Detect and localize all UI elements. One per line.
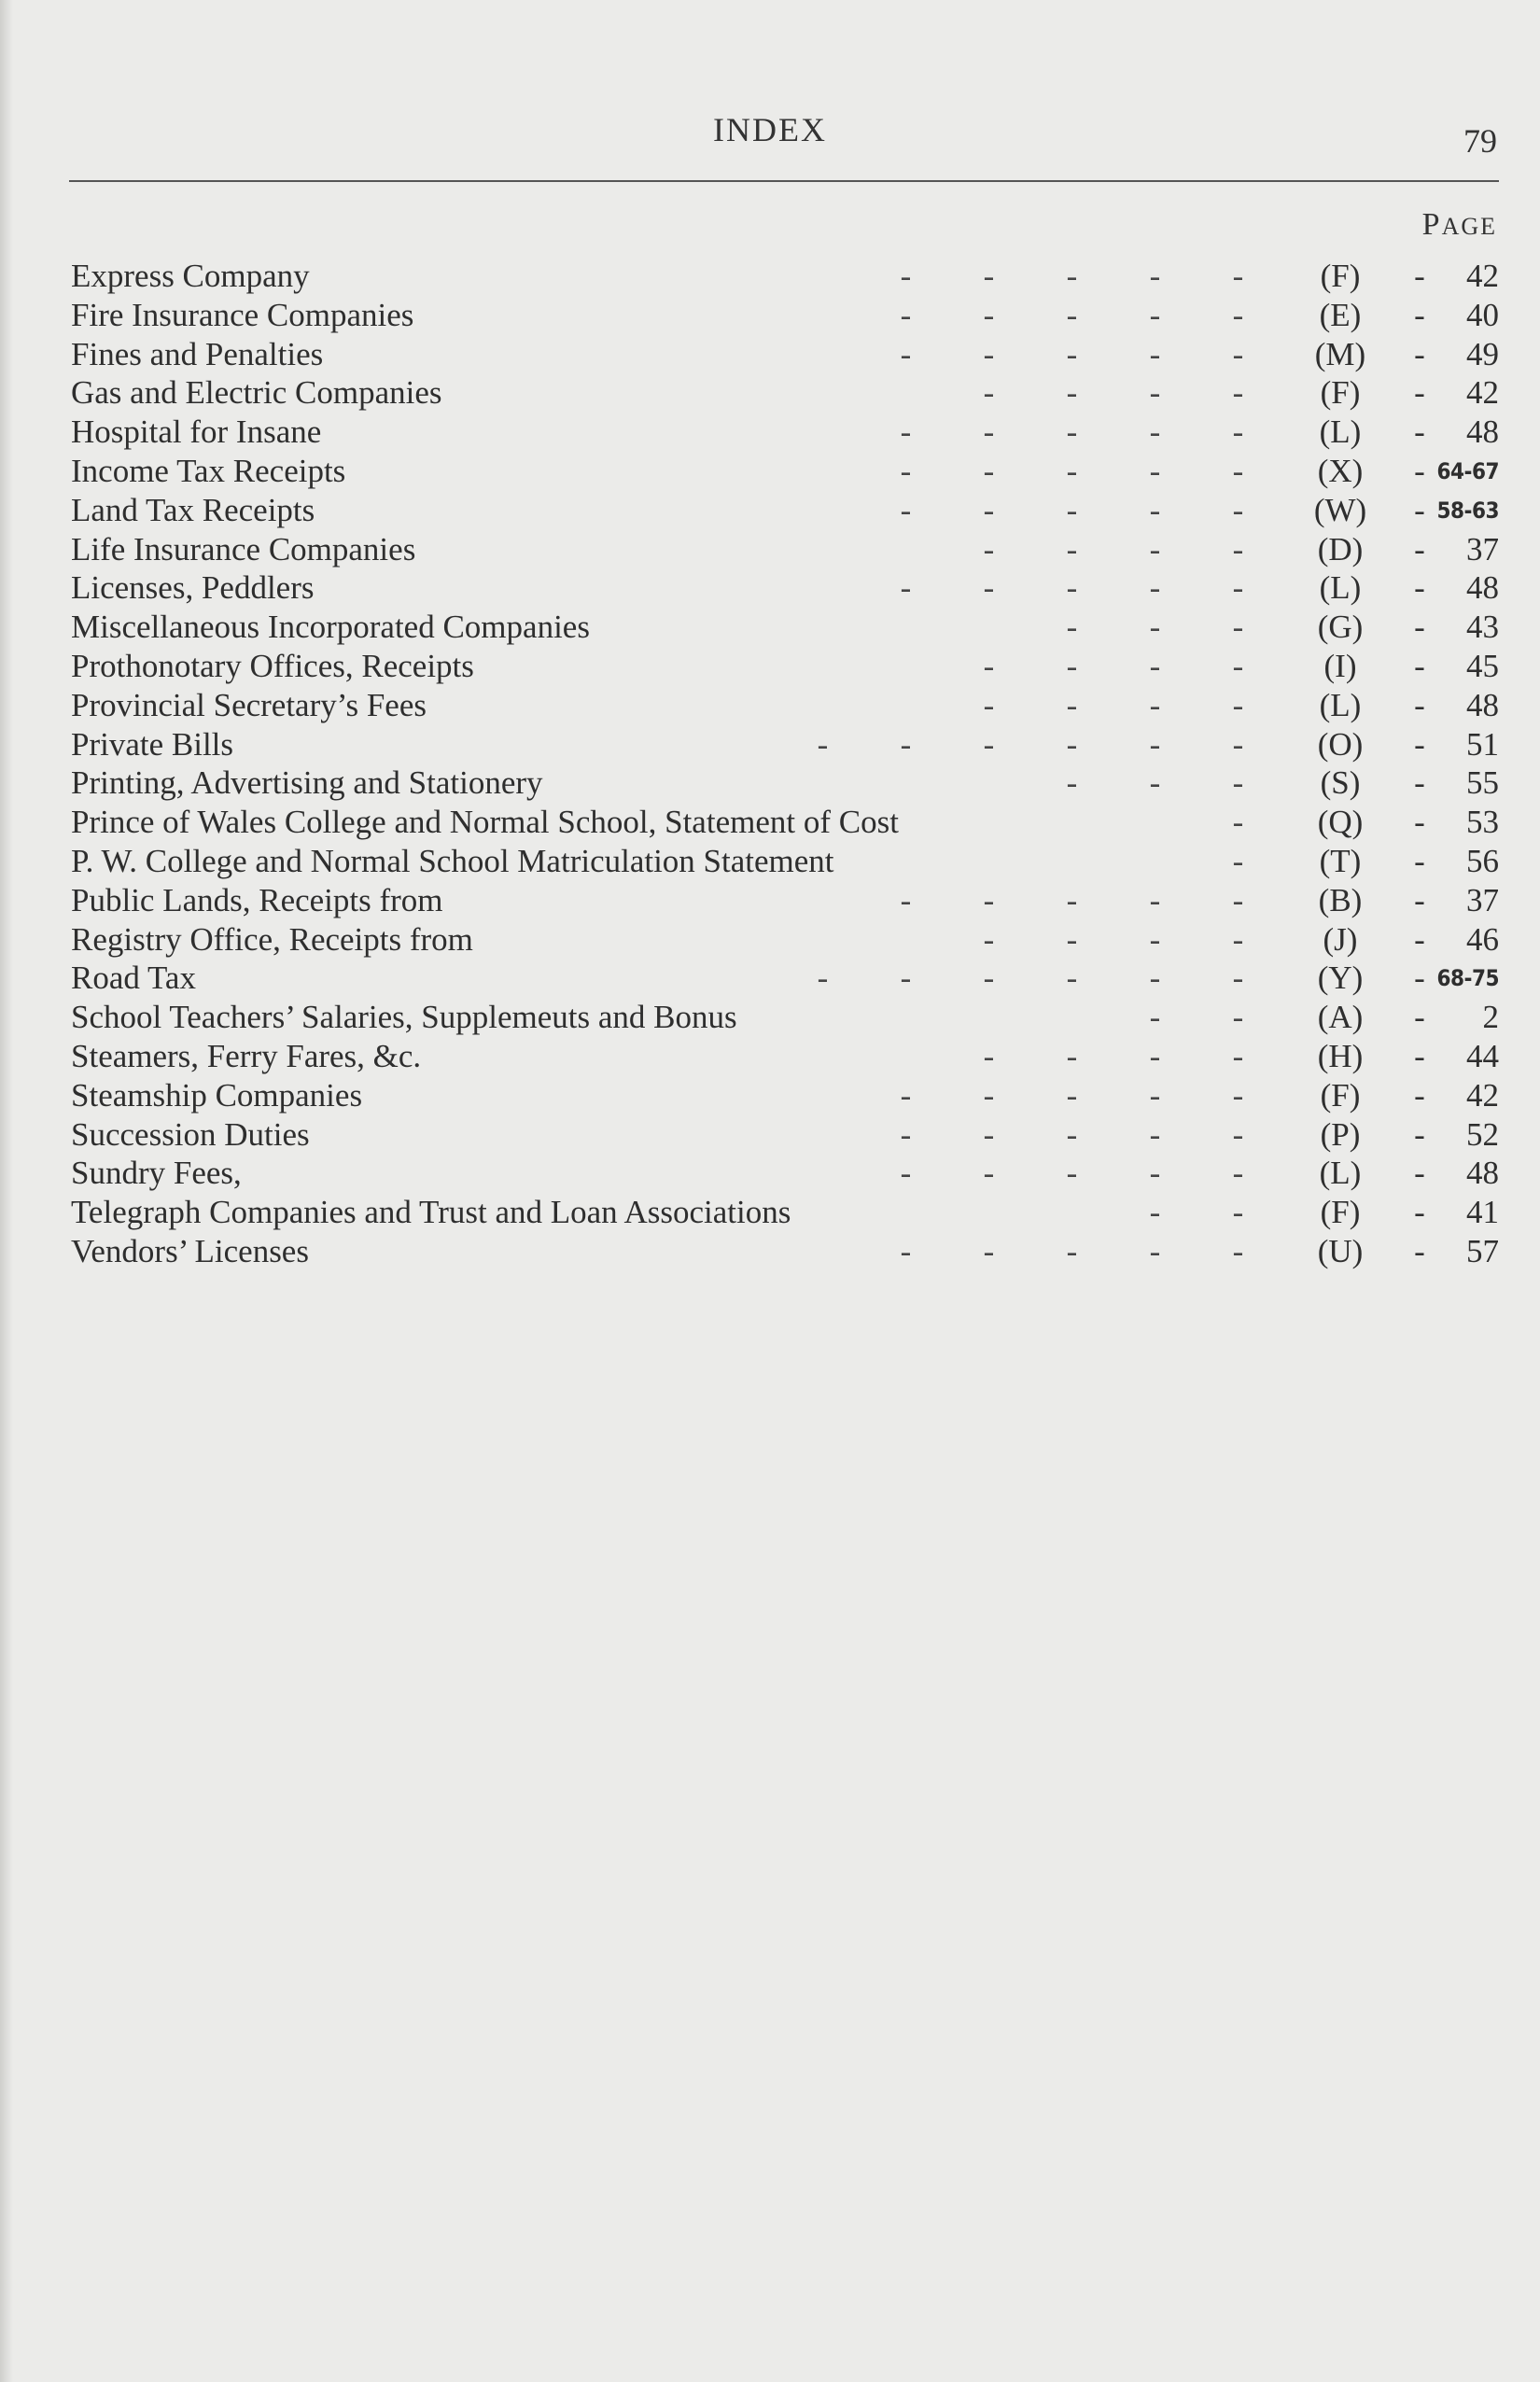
entry-leader-dashes: - - - - bbox=[983, 920, 1244, 958]
index-entry bbox=[71, 335, 1499, 374]
entry-leader-dashes: - - - - - bbox=[900, 1155, 1244, 1192]
entry-leader-dashes: - bbox=[1232, 842, 1244, 879]
entry-separator-dash: - bbox=[1414, 491, 1425, 528]
entry-label: Private Bills bbox=[71, 725, 234, 763]
entry-label: Public Lands, Receipts from bbox=[71, 881, 443, 918]
index-entry bbox=[71, 491, 1499, 530]
index-entry bbox=[71, 803, 1499, 842]
entry-separator-dash: - bbox=[1414, 569, 1425, 607]
entry-leader-dashes: - - - - - bbox=[900, 452, 1244, 489]
page-edge-shadow bbox=[0, 0, 13, 2382]
entry-leader-dashes: - - - - - bbox=[900, 1115, 1244, 1153]
entry-separator-dash: - bbox=[1414, 647, 1425, 684]
entry-label: Telegraph Companies and Trust and Loan Associations bbox=[71, 1194, 791, 1231]
entry-label: Licenses, Peddlers bbox=[71, 569, 315, 607]
entry-page-number: 64-67 bbox=[1436, 457, 1499, 484]
index-entry bbox=[71, 686, 1499, 725]
entry-page-number: 58-63 bbox=[1436, 497, 1499, 524]
entry-page-number: 43 bbox=[1466, 609, 1499, 646]
entry-reference-letter: (E) bbox=[1319, 296, 1362, 333]
entry-leader-dashes: - - bbox=[1149, 1194, 1244, 1231]
entry-leader-dashes: - - - - - bbox=[900, 491, 1244, 528]
entry-label: Steamers, Ferry Fares, &c. bbox=[71, 1037, 422, 1074]
entry-page-number: 51 bbox=[1466, 725, 1499, 763]
entry-leader-dashes: - - - - bbox=[983, 647, 1244, 684]
entry-separator-dash: - bbox=[1414, 1155, 1425, 1192]
index-entry bbox=[71, 1037, 1499, 1076]
entry-reference-letter: (A) bbox=[1317, 999, 1364, 1036]
entry-page-number: 45 bbox=[1466, 647, 1499, 684]
index-entry bbox=[71, 568, 1499, 608]
entry-label: Fines and Penalties bbox=[71, 335, 324, 372]
entry-page-number: 68-75 bbox=[1436, 965, 1499, 992]
entry-separator-dash: - bbox=[1414, 686, 1425, 723]
entry-separator-dash: - bbox=[1414, 725, 1425, 763]
entry-leader-dashes: - - - - - - bbox=[817, 960, 1244, 997]
entry-reference-letter: (W) bbox=[1313, 491, 1367, 528]
entry-label: School Teachers’ Salaries, Supplemeuts and Bonus bbox=[71, 999, 737, 1036]
entry-reference-letter: (I) bbox=[1323, 647, 1357, 684]
entry-separator-dash: - bbox=[1414, 530, 1425, 567]
entry-reference-letter: (O) bbox=[1317, 725, 1364, 763]
entry-reference-letter: (L) bbox=[1319, 569, 1362, 607]
entry-leader-dashes: - - bbox=[1149, 999, 1244, 1036]
page-title: INDEX bbox=[713, 111, 827, 148]
entry-label: Hospital for Insane bbox=[71, 413, 322, 451]
entry-label: Land Tax Receipts bbox=[71, 491, 315, 528]
entry-reference-letter: (G) bbox=[1317, 609, 1364, 646]
entry-reference-letter: (M) bbox=[1314, 335, 1366, 372]
entry-label: Vendors’ Licenses bbox=[71, 1232, 309, 1269]
index-entry bbox=[71, 1154, 1499, 1193]
entry-page-number: 42 bbox=[1466, 258, 1499, 294]
entry-reference-letter: (F) bbox=[1320, 374, 1361, 412]
index-entry bbox=[71, 1076, 1499, 1115]
entry-leader-dashes: - - - - - bbox=[900, 569, 1244, 607]
entry-reference-letter: (D) bbox=[1317, 530, 1364, 567]
entry-separator-dash: - bbox=[1414, 1076, 1425, 1114]
index-entries bbox=[71, 257, 1499, 1271]
entry-separator-dash: - bbox=[1414, 452, 1425, 489]
entry-label: Prince of Wales College and Normal School, Statement of Cost bbox=[71, 804, 899, 841]
header-rule bbox=[69, 180, 1499, 182]
entry-reference-letter: (F) bbox=[1320, 258, 1361, 294]
entry-label: Provincial Secretary’s Fees bbox=[71, 686, 427, 723]
index-entry bbox=[71, 1193, 1499, 1232]
entry-page-number: 48 bbox=[1466, 686, 1499, 723]
entry-reference-letter: (F) bbox=[1320, 1076, 1361, 1114]
entry-label: Sundry Fees, bbox=[71, 1155, 242, 1192]
entry-page-number: 44 bbox=[1466, 1037, 1499, 1074]
entry-reference-letter: (Y) bbox=[1317, 960, 1364, 997]
entry-leader-dashes: - bbox=[1232, 804, 1244, 841]
entry-separator-dash: - bbox=[1414, 296, 1425, 333]
entry-page-number: 48 bbox=[1466, 413, 1499, 451]
entry-page-number: 46 bbox=[1466, 920, 1499, 958]
index-entry bbox=[71, 530, 1499, 569]
index-entry bbox=[71, 296, 1499, 335]
entry-separator-dash: - bbox=[1414, 881, 1425, 918]
entry-page-number: 53 bbox=[1466, 804, 1499, 841]
entry-label: Prothonotary Offices, Receipts bbox=[71, 647, 474, 684]
entry-page-number: 48 bbox=[1466, 1155, 1499, 1192]
entry-reference-letter: (L) bbox=[1319, 686, 1362, 723]
entry-leader-dashes: - - - - - bbox=[900, 1232, 1244, 1269]
entry-label: Registry Office, Receipts from bbox=[71, 920, 473, 958]
entry-label: Miscellaneous Incorporated Companies bbox=[71, 609, 590, 646]
entry-separator-dash: - bbox=[1414, 374, 1425, 412]
entry-page-number: 52 bbox=[1466, 1115, 1499, 1153]
entry-page-number: 42 bbox=[1466, 1076, 1499, 1114]
entry-separator-dash: - bbox=[1414, 960, 1425, 997]
entry-separator-dash: - bbox=[1414, 999, 1425, 1036]
entry-reference-letter: (T) bbox=[1319, 842, 1362, 879]
entry-label: Road Tax bbox=[71, 960, 196, 997]
index-entry bbox=[71, 764, 1499, 803]
entry-reference-letter: (X) bbox=[1317, 452, 1364, 489]
index-entry bbox=[71, 413, 1499, 452]
entry-leader-dashes: - - - - - bbox=[900, 258, 1244, 294]
entry-leader-dashes: - - - - bbox=[983, 530, 1244, 567]
entry-label: Steamship Companies bbox=[71, 1076, 363, 1114]
index-entry bbox=[71, 881, 1499, 920]
entry-reference-letter: (L) bbox=[1319, 1155, 1362, 1192]
entry-reference-letter: (U) bbox=[1317, 1232, 1364, 1269]
entry-label: Income Tax Receipts bbox=[71, 452, 346, 489]
entry-leader-dashes: - - - - - bbox=[900, 881, 1244, 918]
entry-label: Life Insurance Companies bbox=[71, 530, 416, 567]
entry-leader-dashes: - - - - - bbox=[900, 296, 1244, 333]
entry-separator-dash: - bbox=[1414, 258, 1425, 294]
entry-separator-dash: - bbox=[1414, 1115, 1425, 1153]
entry-reference-letter: (B) bbox=[1318, 881, 1363, 918]
entry-reference-letter: (Q) bbox=[1317, 804, 1364, 841]
entry-reference-letter: (L) bbox=[1319, 413, 1362, 451]
entry-separator-dash: - bbox=[1414, 1232, 1425, 1269]
index-entry bbox=[71, 959, 1499, 998]
entry-reference-letter: (J) bbox=[1323, 920, 1358, 958]
entry-page-number: 37 bbox=[1466, 530, 1499, 567]
page-column-label-text: PAGE bbox=[1421, 207, 1497, 242]
entry-reference-letter: (F) bbox=[1320, 1194, 1361, 1231]
entry-leader-dashes: - - - - bbox=[983, 374, 1244, 412]
entry-separator-dash: - bbox=[1414, 1037, 1425, 1074]
entry-label: Fire Insurance Companies bbox=[71, 296, 414, 333]
entry-page-number: 40 bbox=[1466, 296, 1499, 333]
entry-separator-dash: - bbox=[1414, 804, 1425, 841]
entry-separator-dash: - bbox=[1414, 413, 1425, 451]
index-entry bbox=[71, 842, 1499, 881]
index-entry bbox=[71, 647, 1499, 686]
entry-label: P. W. College and Normal School Matriculation Statement bbox=[71, 842, 834, 879]
entry-label: Succession Duties bbox=[71, 1115, 310, 1153]
index-entry bbox=[71, 998, 1499, 1037]
index-entry bbox=[71, 1232, 1499, 1271]
entry-leader-dashes: - - - - bbox=[983, 686, 1244, 723]
entry-reference-letter: (H) bbox=[1317, 1037, 1364, 1074]
entry-page-number: 56 bbox=[1466, 842, 1499, 879]
entry-reference-letter: (S) bbox=[1320, 764, 1361, 802]
entry-leader-dashes: - - - - - bbox=[900, 335, 1244, 372]
entry-leader-dashes: - - - - - bbox=[900, 413, 1244, 451]
page-column-label bbox=[1422, 207, 1497, 243]
entry-leader-dashes: - - - bbox=[1066, 764, 1244, 802]
index-entry bbox=[71, 452, 1499, 491]
index-entry bbox=[71, 920, 1499, 960]
entry-leader-dashes: - - - bbox=[1066, 609, 1244, 646]
entry-label: Gas and Electric Companies bbox=[71, 374, 442, 412]
index-entry bbox=[71, 1115, 1499, 1155]
entry-reference-letter: (P) bbox=[1320, 1115, 1361, 1153]
page-number: 79 bbox=[1463, 122, 1497, 160]
entry-label: Printing, Advertising and Stationery bbox=[71, 764, 543, 802]
index-entry bbox=[71, 257, 1499, 296]
index-entry bbox=[71, 373, 1499, 413]
entry-page-number: 41 bbox=[1466, 1194, 1499, 1231]
entry-separator-dash: - bbox=[1414, 920, 1425, 958]
entry-page-number: 57 bbox=[1466, 1232, 1499, 1269]
entry-page-number: 55 bbox=[1466, 764, 1499, 802]
entry-page-number: 2 bbox=[1482, 999, 1499, 1036]
entry-page-number: 42 bbox=[1466, 374, 1499, 412]
index-entry bbox=[71, 608, 1499, 647]
entry-page-number: 48 bbox=[1466, 569, 1499, 607]
entry-separator-dash: - bbox=[1414, 764, 1425, 802]
entry-separator-dash: - bbox=[1414, 1194, 1425, 1231]
entry-leader-dashes: - - - - bbox=[983, 1037, 1244, 1074]
entry-page-number: 49 bbox=[1466, 335, 1499, 372]
entry-leader-dashes: - - - - - bbox=[900, 1076, 1244, 1114]
index-entry bbox=[71, 725, 1499, 764]
entry-leader-dashes: - - - - - - bbox=[817, 725, 1244, 763]
entry-separator-dash: - bbox=[1414, 842, 1425, 879]
entry-separator-dash: - bbox=[1414, 609, 1425, 646]
entry-page-number: 37 bbox=[1466, 881, 1499, 918]
entry-separator-dash: - bbox=[1414, 335, 1425, 372]
entry-label: Express Company bbox=[71, 258, 310, 294]
